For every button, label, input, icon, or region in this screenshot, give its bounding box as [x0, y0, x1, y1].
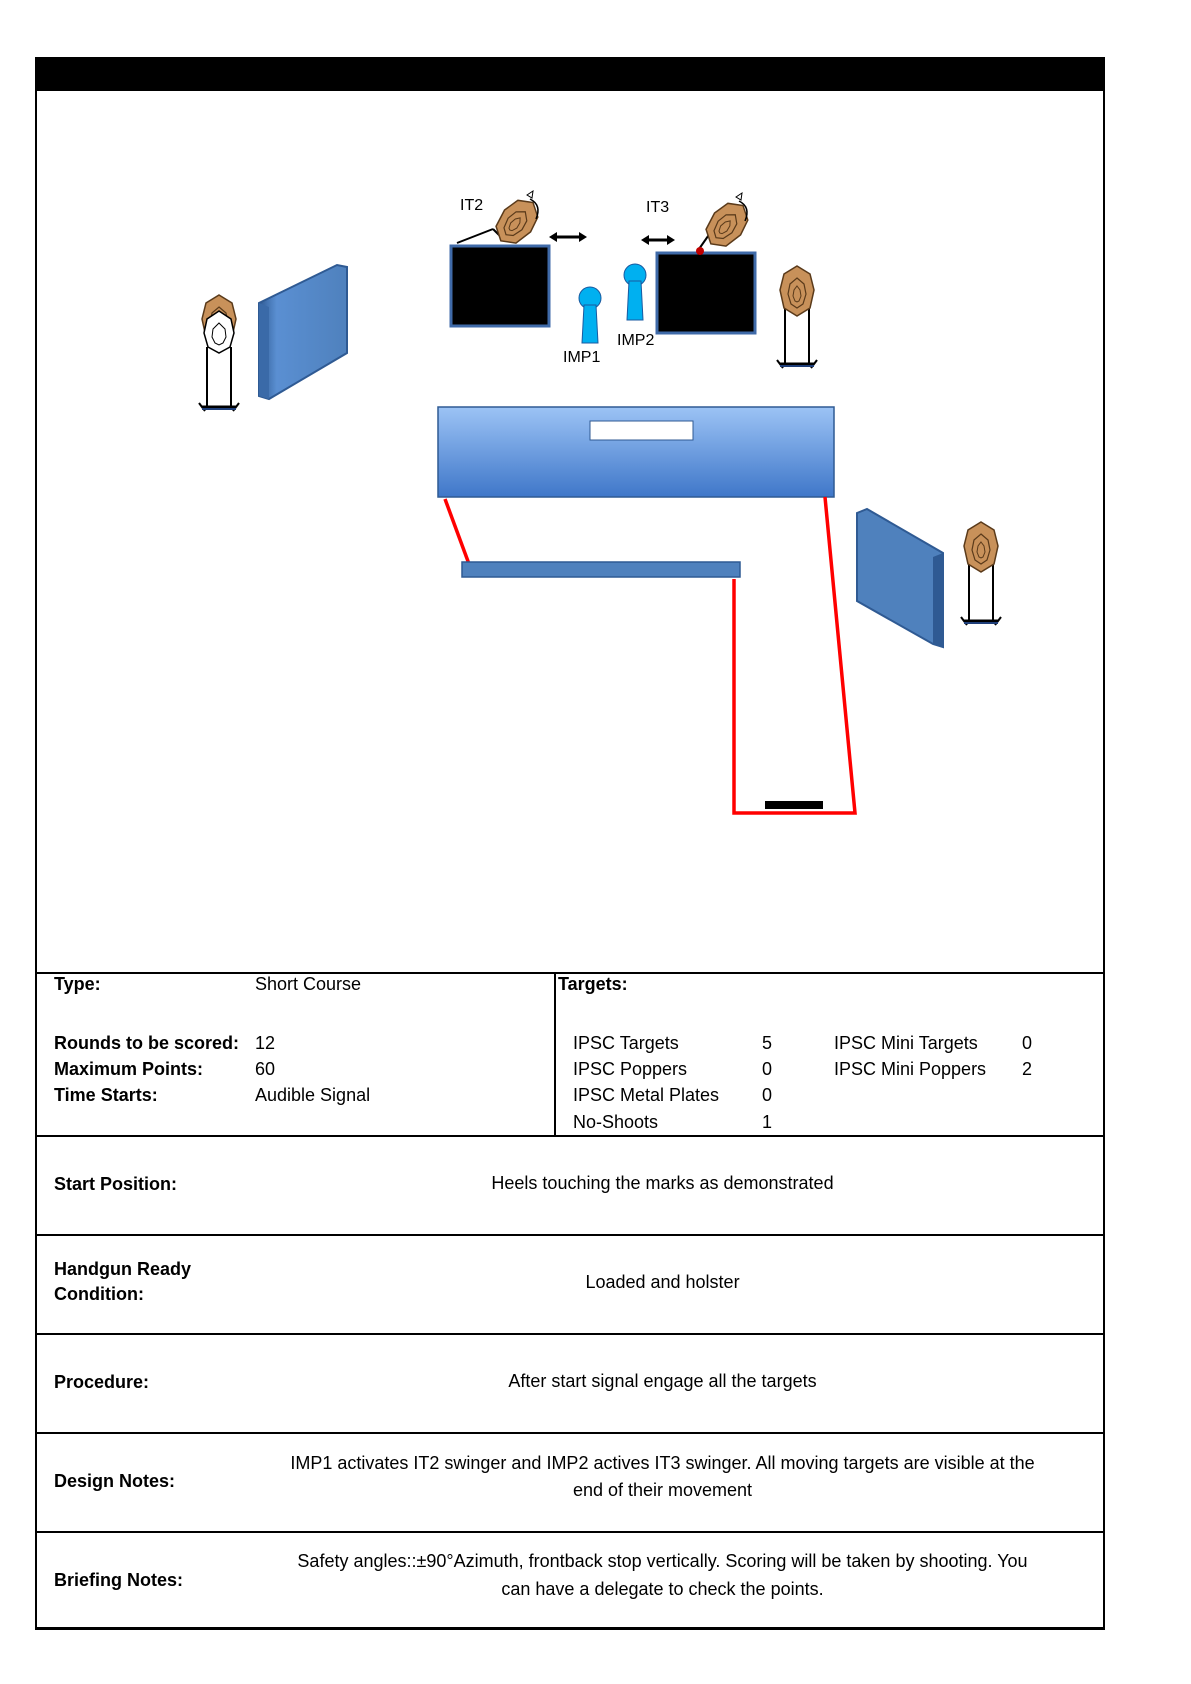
procedure-label: Procedure:: [54, 1372, 150, 1392]
it2-swinger-group: [451, 191, 587, 326]
target-name: IPSC Mini Poppers: [834, 1059, 987, 1079]
rounds-value: 12: [255, 1033, 276, 1053]
targets-heading: Targets:: [558, 974, 628, 994]
briefing-notes-value-line1: Safety angles::±90°Azimuth, frontback stop vertically. Scoring will be taken by shooting. You: [297, 1551, 1028, 1571]
table-border: [35, 1234, 1105, 1236]
table-divider: [554, 972, 556, 1136]
handgun-ready-label-line2: Condition:: [54, 1284, 144, 1304]
target-count: 0: [1022, 1033, 1033, 1053]
time-starts-value: Audible Signal: [255, 1085, 371, 1105]
left-wall: [259, 265, 347, 399]
it3-label: IT3: [646, 199, 670, 216]
target-count: 0: [762, 1085, 773, 1105]
max-points-label: Maximum Points:: [54, 1059, 204, 1079]
port-opening: [590, 421, 693, 440]
right-bottom-target-stand: [961, 522, 1001, 625]
time-starts-label: Time Starts:: [54, 1085, 158, 1105]
target-name: IPSC Metal Plates: [573, 1085, 720, 1105]
start-position-label: Start Position:: [54, 1174, 178, 1194]
left-target-stand: [199, 295, 239, 411]
low-barrier: [462, 562, 740, 577]
black-barrier-right: [657, 253, 755, 333]
max-points-value: 60: [255, 1059, 276, 1079]
imp2-label: IMP2: [617, 332, 655, 349]
type-label: Type:: [54, 974, 101, 994]
imp1-mini-popper: [579, 287, 601, 343]
double-arrow-icon: [549, 232, 587, 242]
main-barrier: [438, 407, 834, 497]
handgun-ready-value: Loaded and holster: [585, 1272, 740, 1292]
target-name: IPSC Targets: [573, 1033, 679, 1053]
start-position-value: Heels touching the marks as demonstrated: [491, 1173, 834, 1193]
it3-swinger-group: [641, 193, 756, 333]
table-border: [35, 1531, 1105, 1533]
handgun-ready-label-line1: Handgun Ready: [54, 1259, 192, 1279]
double-arrow-icon: [641, 235, 675, 245]
table-border: [35, 1627, 1105, 1629]
black-barrier-left: [451, 246, 549, 326]
target-name: IPSC Poppers: [573, 1059, 688, 1079]
table-border: [35, 1432, 1105, 1434]
target-count: 0: [762, 1059, 773, 1079]
table-border: [35, 1135, 1105, 1137]
table-border: [35, 1333, 1105, 1335]
target-count: 2: [1022, 1059, 1033, 1079]
fault-lines: [445, 497, 855, 813]
target-count: 1: [762, 1112, 773, 1132]
header-bar: [35, 57, 1105, 91]
imp1-label: IMP1: [563, 349, 601, 366]
rounds-label: Rounds to be scored:: [54, 1033, 240, 1053]
briefing-notes-value-line2: can have a delegate to check the points.: [501, 1579, 824, 1599]
right-wall: [857, 509, 943, 647]
target-name: No-Shoots: [573, 1112, 659, 1132]
it2-label: IT2: [460, 197, 484, 214]
briefing-notes-label: Briefing Notes:: [54, 1570, 184, 1590]
design-notes-label: Design Notes:: [54, 1471, 176, 1491]
no-shoot-target: [204, 311, 234, 353]
target-name: IPSC Mini Targets: [834, 1033, 978, 1053]
target-count: 5: [762, 1033, 773, 1053]
design-notes-value-line1: IMP1 activates IT2 swinger and IMP2 actives IT3 swinger. All moving targets are visible at the: [290, 1453, 1035, 1473]
start-position-mark: [765, 801, 823, 809]
stage-diagram: [37, 91, 1103, 973]
imp2-mini-popper: [624, 264, 646, 320]
right-top-target-stand: [777, 266, 817, 368]
design-notes-value-line2: end of their movement: [572, 1480, 753, 1500]
type-value: Short Course: [255, 974, 362, 994]
procedure-value: After start signal engage all the targets: [508, 1371, 817, 1391]
